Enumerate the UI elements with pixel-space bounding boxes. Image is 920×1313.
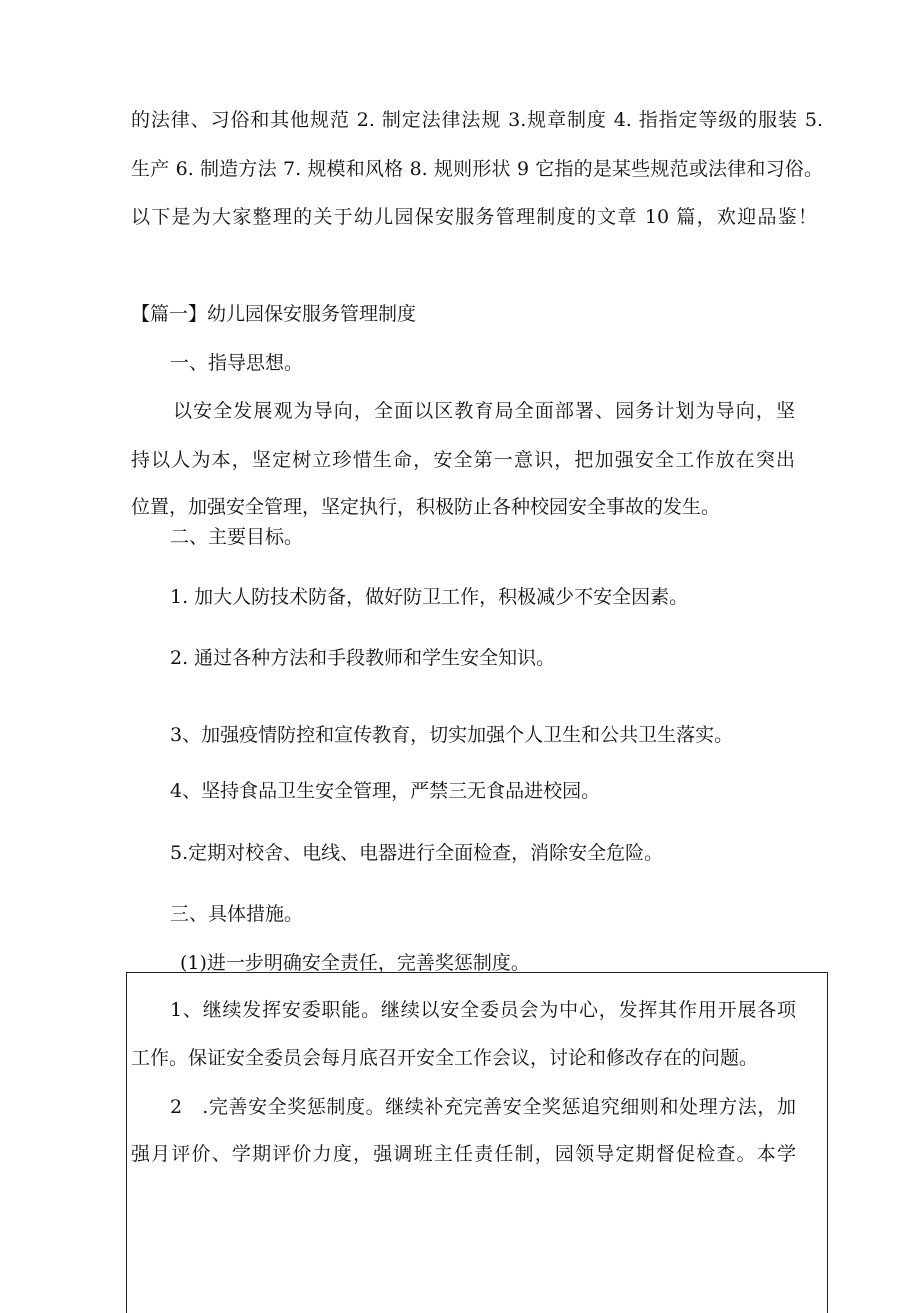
subsection-heading: (1)进一步明确安全责任，完善奖惩制度。 (180, 952, 530, 974)
paragraph-line: 持以人为本，坚定树立珍惜生命，安全第一意识，把加强安全工作放在突出 (131, 449, 795, 471)
list-item: 4、坚持食品卫生安全管理，严禁三无食品进校园。 (170, 780, 601, 802)
list-item: 2. 通过各种方法和手段教师和学生安全知识。 (170, 647, 556, 669)
section-heading-1: 一、指导思想。 (170, 352, 304, 374)
intro-line-1: 的法律、习俗和其他规范 2. 制定法律法规 3.规章制度 4. 指指定等级的服装 5. (131, 109, 823, 131)
intro-line-2: 生产 6. 制造方法 7. 规模和风格 8. 规则形状 9 它指的是某些规范或法律和习俗。 (131, 158, 823, 180)
paragraph-line: 位置，加强安全管理，坚定执行，积极防止各种校园安全事故的发生。 (131, 496, 721, 518)
section-heading-3: 三、具体措施。 (170, 903, 304, 925)
article-title: 【篇一】幼儿园保安服务管理制度 (131, 303, 417, 325)
intro-line-3: 以下是为大家整理的关于幼儿园保安服务管理制度的文章 10 篇，欢迎品鉴！ (131, 206, 817, 228)
box-line: 强月评价、学期评价力度，强调班主任责任制，园领导定期督促检查。本学 (131, 1143, 796, 1165)
box-line: 工作。保证安全委员会每月底召开安全工作会议，讨论和修改存在的问题。 (131, 1047, 759, 1069)
box-line: 2 .完善安全奖惩制度。继续补充完善安全奖惩追究细则和处理方法，加 (170, 1096, 796, 1118)
box-line: 1、继续发挥安委职能。继续以安全委员会为中心，发挥其作用开展各项 (170, 999, 796, 1021)
list-item: 3、加强疫情防控和宣传教育，切实加强个人卫生和公共卫生落实。 (170, 724, 734, 746)
paragraph-line: 以安全发展观为导向，全面以区教育局全面部署、园务计划为导向，坚 (173, 400, 795, 422)
list-item: 1. 加大人防技术防备，做好防卫工作，积极减少不安全因素。 (170, 586, 689, 608)
list-item: 5.定期对校舍、电线、电器进行全面检查，消除安全危险。 (170, 842, 664, 864)
section-heading-2: 二、主要目标。 (170, 526, 304, 548)
